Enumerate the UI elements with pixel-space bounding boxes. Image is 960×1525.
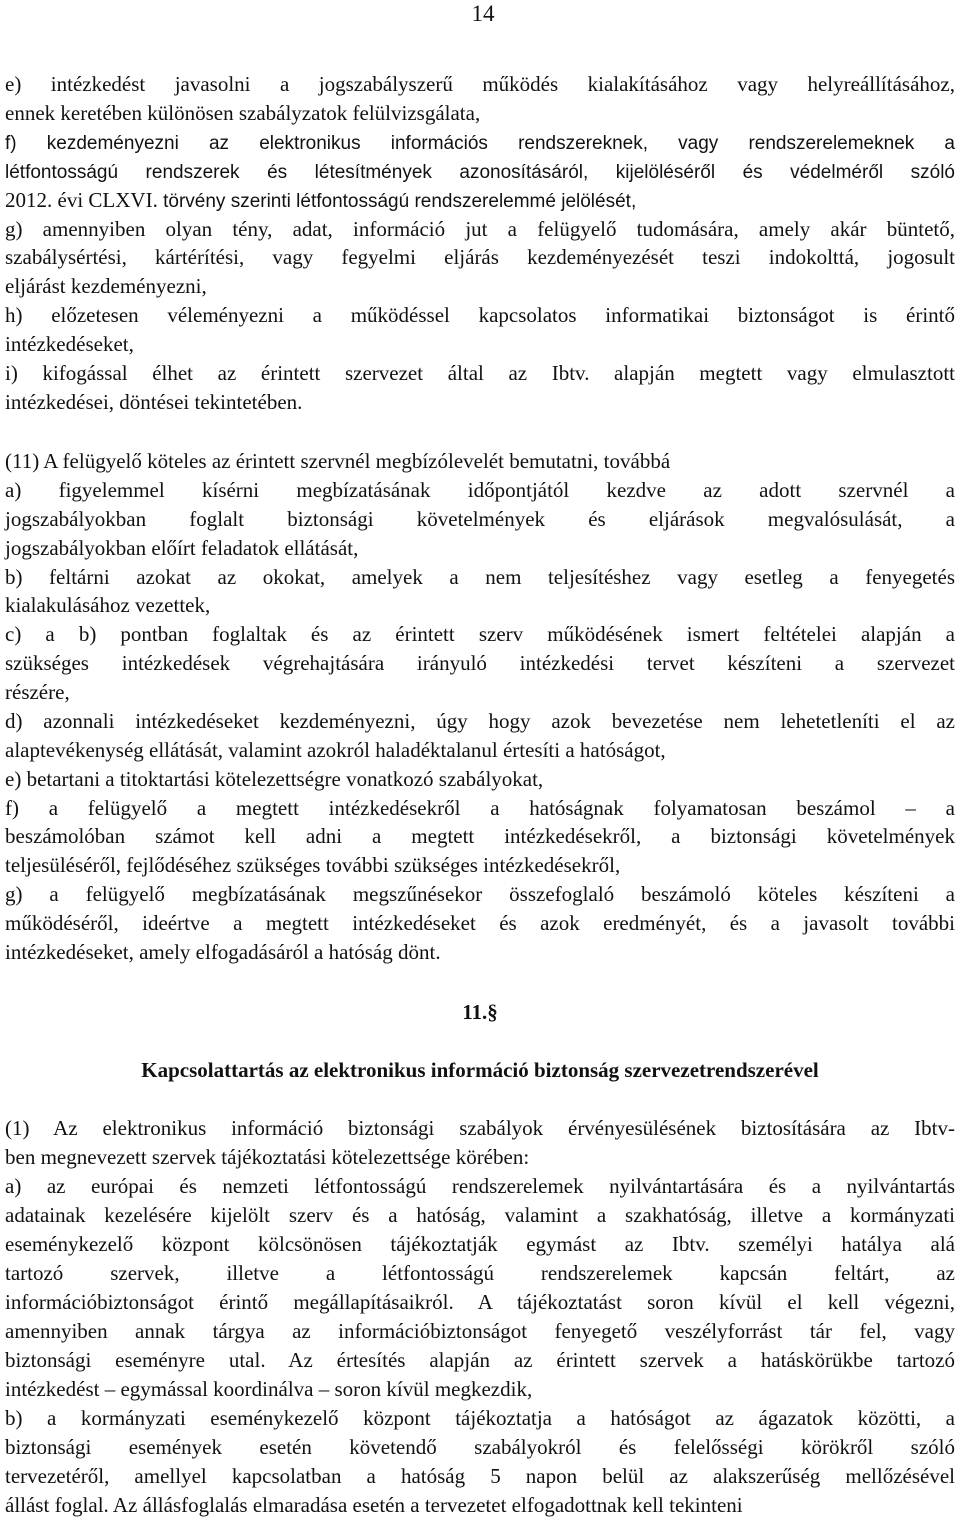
text-line bbox=[5, 1114, 955, 1143]
text-line bbox=[5, 1288, 955, 1317]
line-text: e) betartani a titoktartási kötelezettségre vonatkozó szabályokat, bbox=[5, 766, 544, 791]
line-text: a) figyelemmel kísérni megbízatásának időpontjától kezdve az adott szervnél a bbox=[5, 477, 955, 502]
text-line bbox=[5, 215, 955, 244]
line-text: törvény szerinti létfontosságú rendszerelemmé jelölését, bbox=[157, 190, 637, 212]
line-text: d) azonnali intézkedéseket kezdeményezni, úgy hogy azok bevezetése nem lehetetleníti el az bbox=[5, 708, 955, 733]
line-text: intézkedései, döntései tekintetében. bbox=[5, 389, 303, 414]
line-text: c) a b) pontban foglaltak és az érintett szerv működésének ismert feltételei alapján a bbox=[5, 622, 955, 647]
line-text: biztonsági események esetén követendő szabályokról és felelősségi körökről szóló bbox=[5, 1435, 955, 1459]
line-text: intézkedést – egymással koordinálva – soron kívül megkezdik, bbox=[5, 1377, 533, 1401]
line-text: (1) Az elektronikus információ biztonsági szabályok érvényesülésének biztosítására az Ibtv- bbox=[5, 1116, 955, 1140]
text-line bbox=[5, 186, 636, 215]
text-line bbox=[5, 563, 955, 592]
text-line bbox=[5, 794, 955, 823]
line-text: létfontosságú rendszerek és létesítmények azonosításáról, kijelöléséről és védelméről szóló bbox=[5, 161, 955, 183]
line-text: g) a felügyelő megbízatásának megszűnésekor összefoglaló beszámoló köteles készíteni a bbox=[5, 882, 955, 907]
line-text: alaptevékenység ellátását, valamint azokról haladéktalanul értesíti a hatóságot, bbox=[5, 737, 666, 762]
text-line bbox=[5, 1346, 955, 1375]
text-line bbox=[5, 678, 70, 707]
line-text: jogszabályokban foglalt biztonsági követelmények és eljárások megvalósulását, a bbox=[5, 506, 955, 531]
text-line bbox=[5, 1491, 743, 1520]
line-text: b) a kormányzati eseménykezelő központ tájékoztatja a hatóságot az ágazatok közötti, a bbox=[5, 1406, 955, 1430]
line-text: tervezetéről, amellyel kapcsolatban a hatóság 5 napon belül az alakszerűség mellőzésével bbox=[5, 1464, 955, 1488]
line-text: eljárást kezdeményezni, bbox=[5, 274, 207, 299]
line-text: amennyiben annak tárgya az információbiztonságot fenyegető veszélyforrást tár fel, vagy bbox=[5, 1319, 955, 1343]
line-text: eseménykezelő központ kölcsönösen tájékoztatják egymást az Ibtv. személyi hatálya alá bbox=[5, 1232, 955, 1256]
text-line bbox=[5, 99, 480, 128]
text-line bbox=[5, 736, 666, 765]
line-text: kialakulásához vezettek, bbox=[5, 593, 211, 618]
text-line bbox=[5, 388, 302, 417]
line-text: a) az európai és nemzeti létfontosságú rendszerelemek nyilvántartására és a nyilvántartás bbox=[5, 1174, 955, 1198]
section-number: 11.§ bbox=[462, 1000, 498, 1024]
text-line bbox=[5, 157, 955, 186]
line-text: intézkedéseket, amely elfogadásáról a hatóság dönt. bbox=[5, 940, 441, 964]
line-text: tartozó szervek, illetve a létfontosságú rendszerelemek kapcsán feltárt, az bbox=[5, 1261, 956, 1285]
text-line bbox=[5, 1375, 532, 1404]
text-line bbox=[5, 505, 955, 534]
text-line bbox=[5, 822, 955, 851]
text-line bbox=[5, 1259, 955, 1288]
text-line bbox=[5, 620, 955, 649]
text-line bbox=[5, 851, 620, 880]
line-text: h) előzetesen véleményezni a működéssel kapcsolatos informatikai biztonságot is érintő bbox=[5, 303, 955, 328]
line-text: állást foglal. Az állásfoglalás elmaradása esetén a tervezetet elfogadottnak kell tekinteni bbox=[5, 1493, 743, 1517]
line-text: e) intézkedést javasolni a jogszabályszerű működés kialakításához vagy helyreállításához, bbox=[5, 72, 955, 96]
line-text: szabálysértési, kártérítési, vagy fegyelmi eljárás kezdeményezését teszi indokolttá, jogosult bbox=[5, 245, 955, 270]
text-line bbox=[5, 272, 207, 301]
text-line bbox=[5, 1172, 955, 1201]
line-text: g) amennyiben olyan tény, adat, információ jut a felügyelő tudomására, amely akár büntető, bbox=[5, 216, 955, 241]
line-text: részére, bbox=[5, 680, 70, 704]
text-line bbox=[5, 128, 955, 157]
text-line bbox=[5, 880, 955, 909]
text-line bbox=[5, 447, 670, 476]
line-text: működéséről, ideértve a megtett intézkedéseket és azok eredményét, és a javasolt további bbox=[5, 911, 956, 936]
text-line bbox=[5, 70, 955, 99]
page-number: 14 bbox=[471, 1, 495, 26]
line-text: beszámolóban számot kell adni a megtett intézkedésekről, a biztonsági követelmények bbox=[5, 824, 955, 849]
text-line bbox=[5, 330, 134, 359]
text-line bbox=[5, 909, 955, 938]
text-line bbox=[5, 1433, 955, 1462]
text-line bbox=[5, 938, 441, 967]
text-line bbox=[5, 707, 955, 736]
line-text: információbiztonságot érintő megállapításaikról. A tájékoztatást soron kívül el kell végezni, bbox=[5, 1290, 955, 1314]
text-line bbox=[5, 649, 955, 678]
line-text: (11) A felügyelő köteles az érintett szervnél megbízólevelét bemutatni, továbbá bbox=[5, 449, 671, 473]
text-line bbox=[5, 534, 358, 563]
text-line bbox=[5, 301, 955, 330]
text-line bbox=[5, 1317, 955, 1346]
section-title: Kapcsolattartás az elektronikus információ biztonság szervezetrendszerével bbox=[141, 1058, 819, 1082]
text-line bbox=[5, 476, 955, 505]
line-text: intézkedéseket, bbox=[5, 332, 134, 357]
line-text: ennek keretében különösen szabályzatok felülvizsgálata, bbox=[5, 100, 481, 125]
line-text: f) kezdeményezni az elektronikus információs rendszereknek, vagy rendszerelemeknek a bbox=[5, 132, 955, 154]
line-text: adatainak kezelésére kijelölt szerv és a hatóság, valamint a szakhatóság, illetve a kormányzati bbox=[5, 1203, 955, 1227]
text-line bbox=[5, 1462, 955, 1491]
text-line bbox=[5, 1230, 955, 1259]
text-line bbox=[5, 359, 955, 388]
text-line bbox=[5, 243, 955, 272]
line-text: i) kifogással élhet az érintett szervezet által az Ibtv. alapján megtett vagy elmulasztott bbox=[5, 361, 955, 385]
text-line bbox=[5, 1201, 955, 1230]
line-text: ben megnevezett szervek tájékoztatási kötelezettsége körében: bbox=[5, 1145, 530, 1169]
text-line bbox=[5, 765, 543, 794]
line-text: 2012. évi CLXVI. bbox=[5, 187, 158, 212]
line-text: biztonsági eseményre utal. Az értesítés alapján az érintett szervek a hatáskörükbe tartozó bbox=[5, 1348, 955, 1372]
line-text: teljesüléséről, fejlődéséhez szükséges további szükséges intézkedésekről, bbox=[5, 853, 621, 878]
line-text: szükséges intézkedések végrehajtására irányuló intézkedési tervet készíteni a szervezet bbox=[5, 651, 955, 676]
text-line bbox=[5, 1404, 955, 1433]
line-text: f) a felügyelő a megtett intézkedésekről a hatóságnak folyamatosan beszámol – a bbox=[5, 795, 955, 820]
line-text: jogszabályokban előírt feladatok ellátását, bbox=[5, 535, 359, 560]
text-line bbox=[5, 1143, 529, 1172]
text-line bbox=[5, 591, 210, 620]
line-text: b) feltárni azokat az okokat, amelyek a nem teljesítéshez vagy esetleg a fenyegetés bbox=[5, 564, 955, 589]
